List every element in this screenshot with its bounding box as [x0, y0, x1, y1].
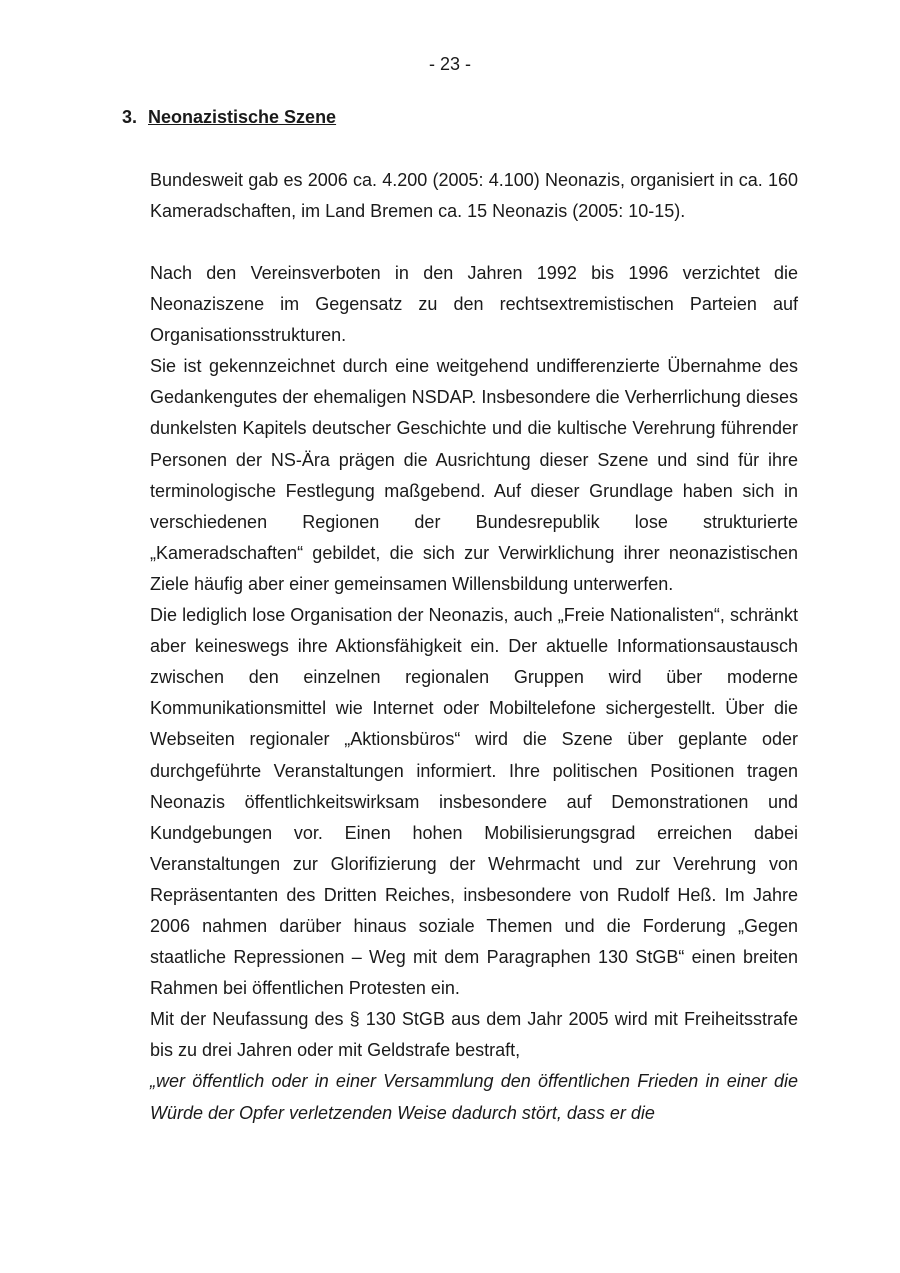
section-title: Neonazistische Szene [148, 107, 337, 127]
paragraph-2: Sie ist gekennzeichnet durch eine weitgehend undifferenzierte Übernahme des Gedankengutes der ehemaligen NSDAP. Insbesondere die Verherrlichung dieses dunkelsten Kapitels deutscher Geschichte und die kultische Verehrung führender Personen der NS-Ära prägen die Ausrichtung dieser Szene und sind für ihre terminologische Festlegung maßgebend. Auf dieser Grundlage haben sich in verschiedenen Regionen der Bundesrepublik lose strukturierte „Kameradschaften“ gebildet, die sich zur Verwirklichung ihrer neonazistischen Ziele häufig aber einer gemeinsamen Willensbildung unterwerfen. [150, 356, 798, 594]
paragraph-intro: Bundesweit gab es 2006 ca. 4.200 (2005: 4.100) Neonazis, organisiert in ca. 160 Kameradschaften, im Land Bremen ca. 15 Neonazis (2005: 10-15). [150, 170, 798, 222]
page-number: - 23 - [428, 54, 471, 74]
paragraph-4: Mit der Neufassung des § 130 StGB aus dem Jahr 2005 wird mit Freiheitsstrafe bis zu drei Jahren oder mit Geldstrafe bestraft, [150, 1009, 798, 1061]
paragraph-3: Die lediglich lose Organisation der Neonazis, auch „Freie Nationalisten“, schränkt aber keineswegs ihre Aktionsfähigkeit ein. Der aktuelle Informationsaustausch zwischen den einzelnen regionalen Gruppen wird über moderne Kommunikationsmittel wie Internet oder Mobiltelefone sichergestellt. Über die Webseiten regionaler „Aktionsbüros“ wird die Szene über geplante oder durchgeführte Veranstaltungen informiert. Ihre politischen Positionen tragen Neonazis öffentlichkeitswirksam insbesondere auf Demonstrationen und Kundgebungen vor. Einen hohen Mobilisierungsgrad erreichen dabei Veranstaltungen zur Glorifizierung der Wehrmacht und zur Verehrung von Repräsentanten des Dritten Reiches, insbesondere von Rudolf Heß. Im Jahre 2006 nahmen darüber hinaus soziale Themen und die Forderung „Gegen staatliche Repressionen – Weg mit dem Paragraphen 130 StGB“ einen breiten Rahmen bei öffentlichen Protesten ein. [150, 605, 798, 999]
main-text-block [150, 258, 798, 1129]
paragraph-1: Nach den Vereinsverboten in den Jahren 1992 bis 1996 verzichtet die Neonaziszene im Gegensatz zu den rechtsextremistischen Parteien auf Organisationsstrukturen. [150, 263, 798, 346]
section-number: 3. [122, 107, 138, 127]
section-heading [122, 106, 336, 128]
law-quote: „wer öffentlich oder in einer Versammlung den öffentlichen Frieden in einer die Würde der Opfer verletzenden Weise dadurch stört, dass er die [150, 1071, 798, 1123]
intro-block [150, 165, 798, 227]
